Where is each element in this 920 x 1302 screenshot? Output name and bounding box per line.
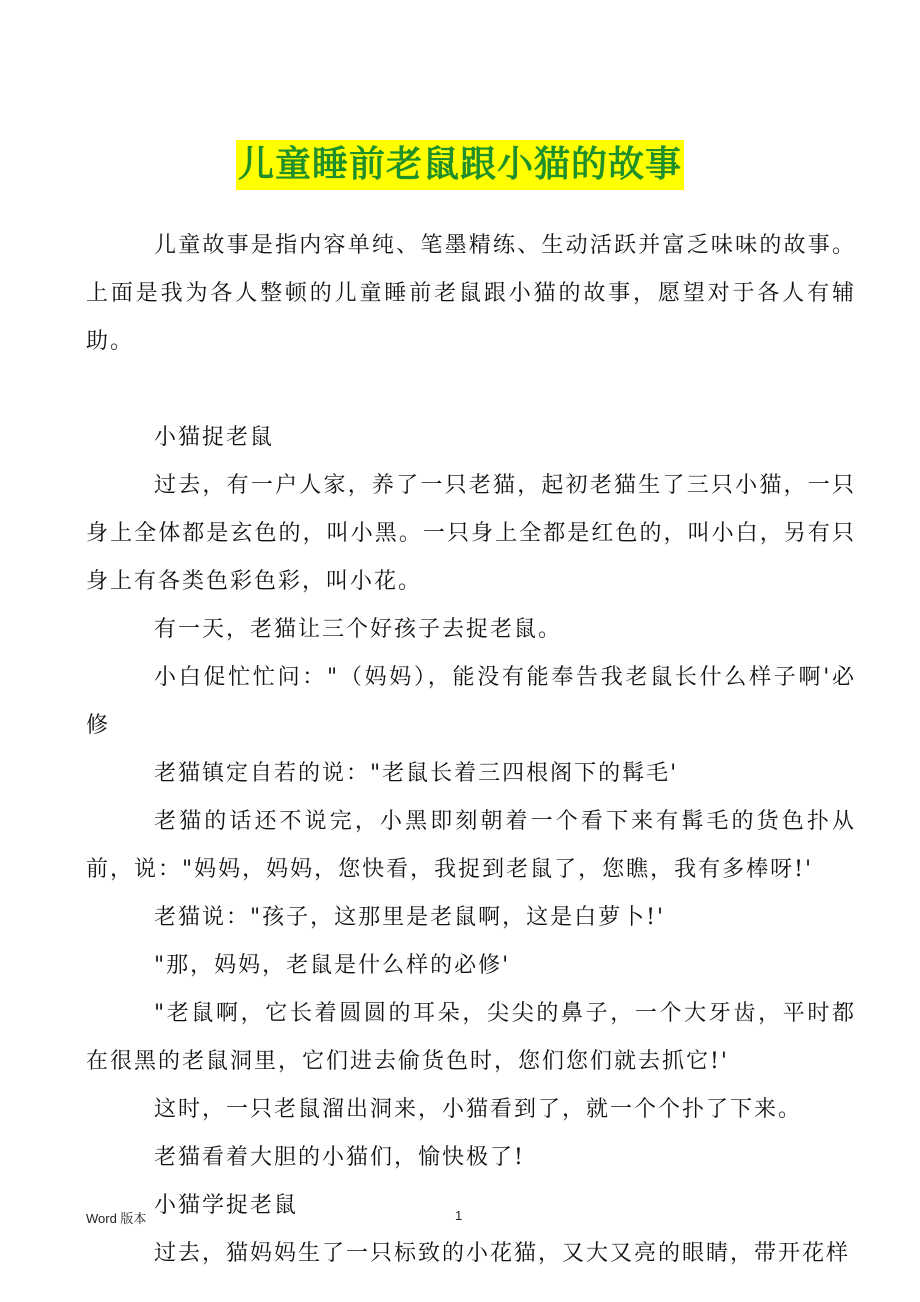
title-container <box>0 140 920 190</box>
story-paragraph: 老猫说："孩子，这那里是老鼠啊，这是白萝卜!' <box>154 905 666 930</box>
section-heading: 小猫学捉老鼠 <box>154 1193 299 1218</box>
story-paragraph: "老鼠啊，它长着圆圆的耳朵，尖尖的鼻子，一个大牙齿，平时都在很黑的老鼠洞里，它们进去偷货色时，您们您们就去抓它!' <box>86 1001 856 1074</box>
paragraph-gap <box>86 366 856 414</box>
page-number: 1 <box>455 1208 463 1223</box>
footer-label: Word 版本 <box>86 1211 147 1226</box>
story-paragraph: "那，妈妈，老鼠是什么样的必修' <box>154 953 511 978</box>
intro-paragraph: 儿童故事是指内容单纯、笔墨精练、生动活跃并富乏味味的故事。上面是我为各人整顿的儿童睡前老鼠跟小猫的故事，愿望对于各人有辅助。 <box>86 233 856 354</box>
story-paragraph: 老猫的话还不说完，小黑即刻朝着一个看下来有髯毛的货色扑从前，说："妈妈，妈妈，您快看，我捉到老鼠了，您瞧，我有多棒呀!' <box>86 809 856 882</box>
story-paragraph: 这时，一只老鼠溜出洞来，小猫看到了，就一个个扑了下来。 <box>154 1097 803 1122</box>
document-body <box>86 222 856 1278</box>
section-heading: 小猫捉老鼠 <box>154 425 275 450</box>
story-paragraph: 过去，有一户人家，养了一只老猫，起初老猫生了三只小猫，一只身上全体都是玄色的，叫小黑。一只身上全都是红色的，叫小白，另有只身上有各类色彩色彩，叫小花。 <box>86 473 856 594</box>
document-title: 儿童睡前老鼠跟小猫的故事 <box>236 140 684 190</box>
story-paragraph: 过去，猫妈妈生了一只标致的小花猫，又大又亮的眼睛，带开花样 <box>154 1241 851 1266</box>
story-paragraph: 小白促忙忙问："（妈妈），能没有能奉告我老鼠长什么样子啊'必修 <box>86 665 856 738</box>
story-paragraph: 有一天，老猫让三个好孩子去捉老鼠。 <box>154 617 563 642</box>
story-paragraph: 老猫看着大胆的小猫们，愉快极了! <box>154 1145 525 1170</box>
story-paragraph: 老猫镇定自若的说："老鼠长着三四根阁下的髯毛' <box>154 761 679 786</box>
